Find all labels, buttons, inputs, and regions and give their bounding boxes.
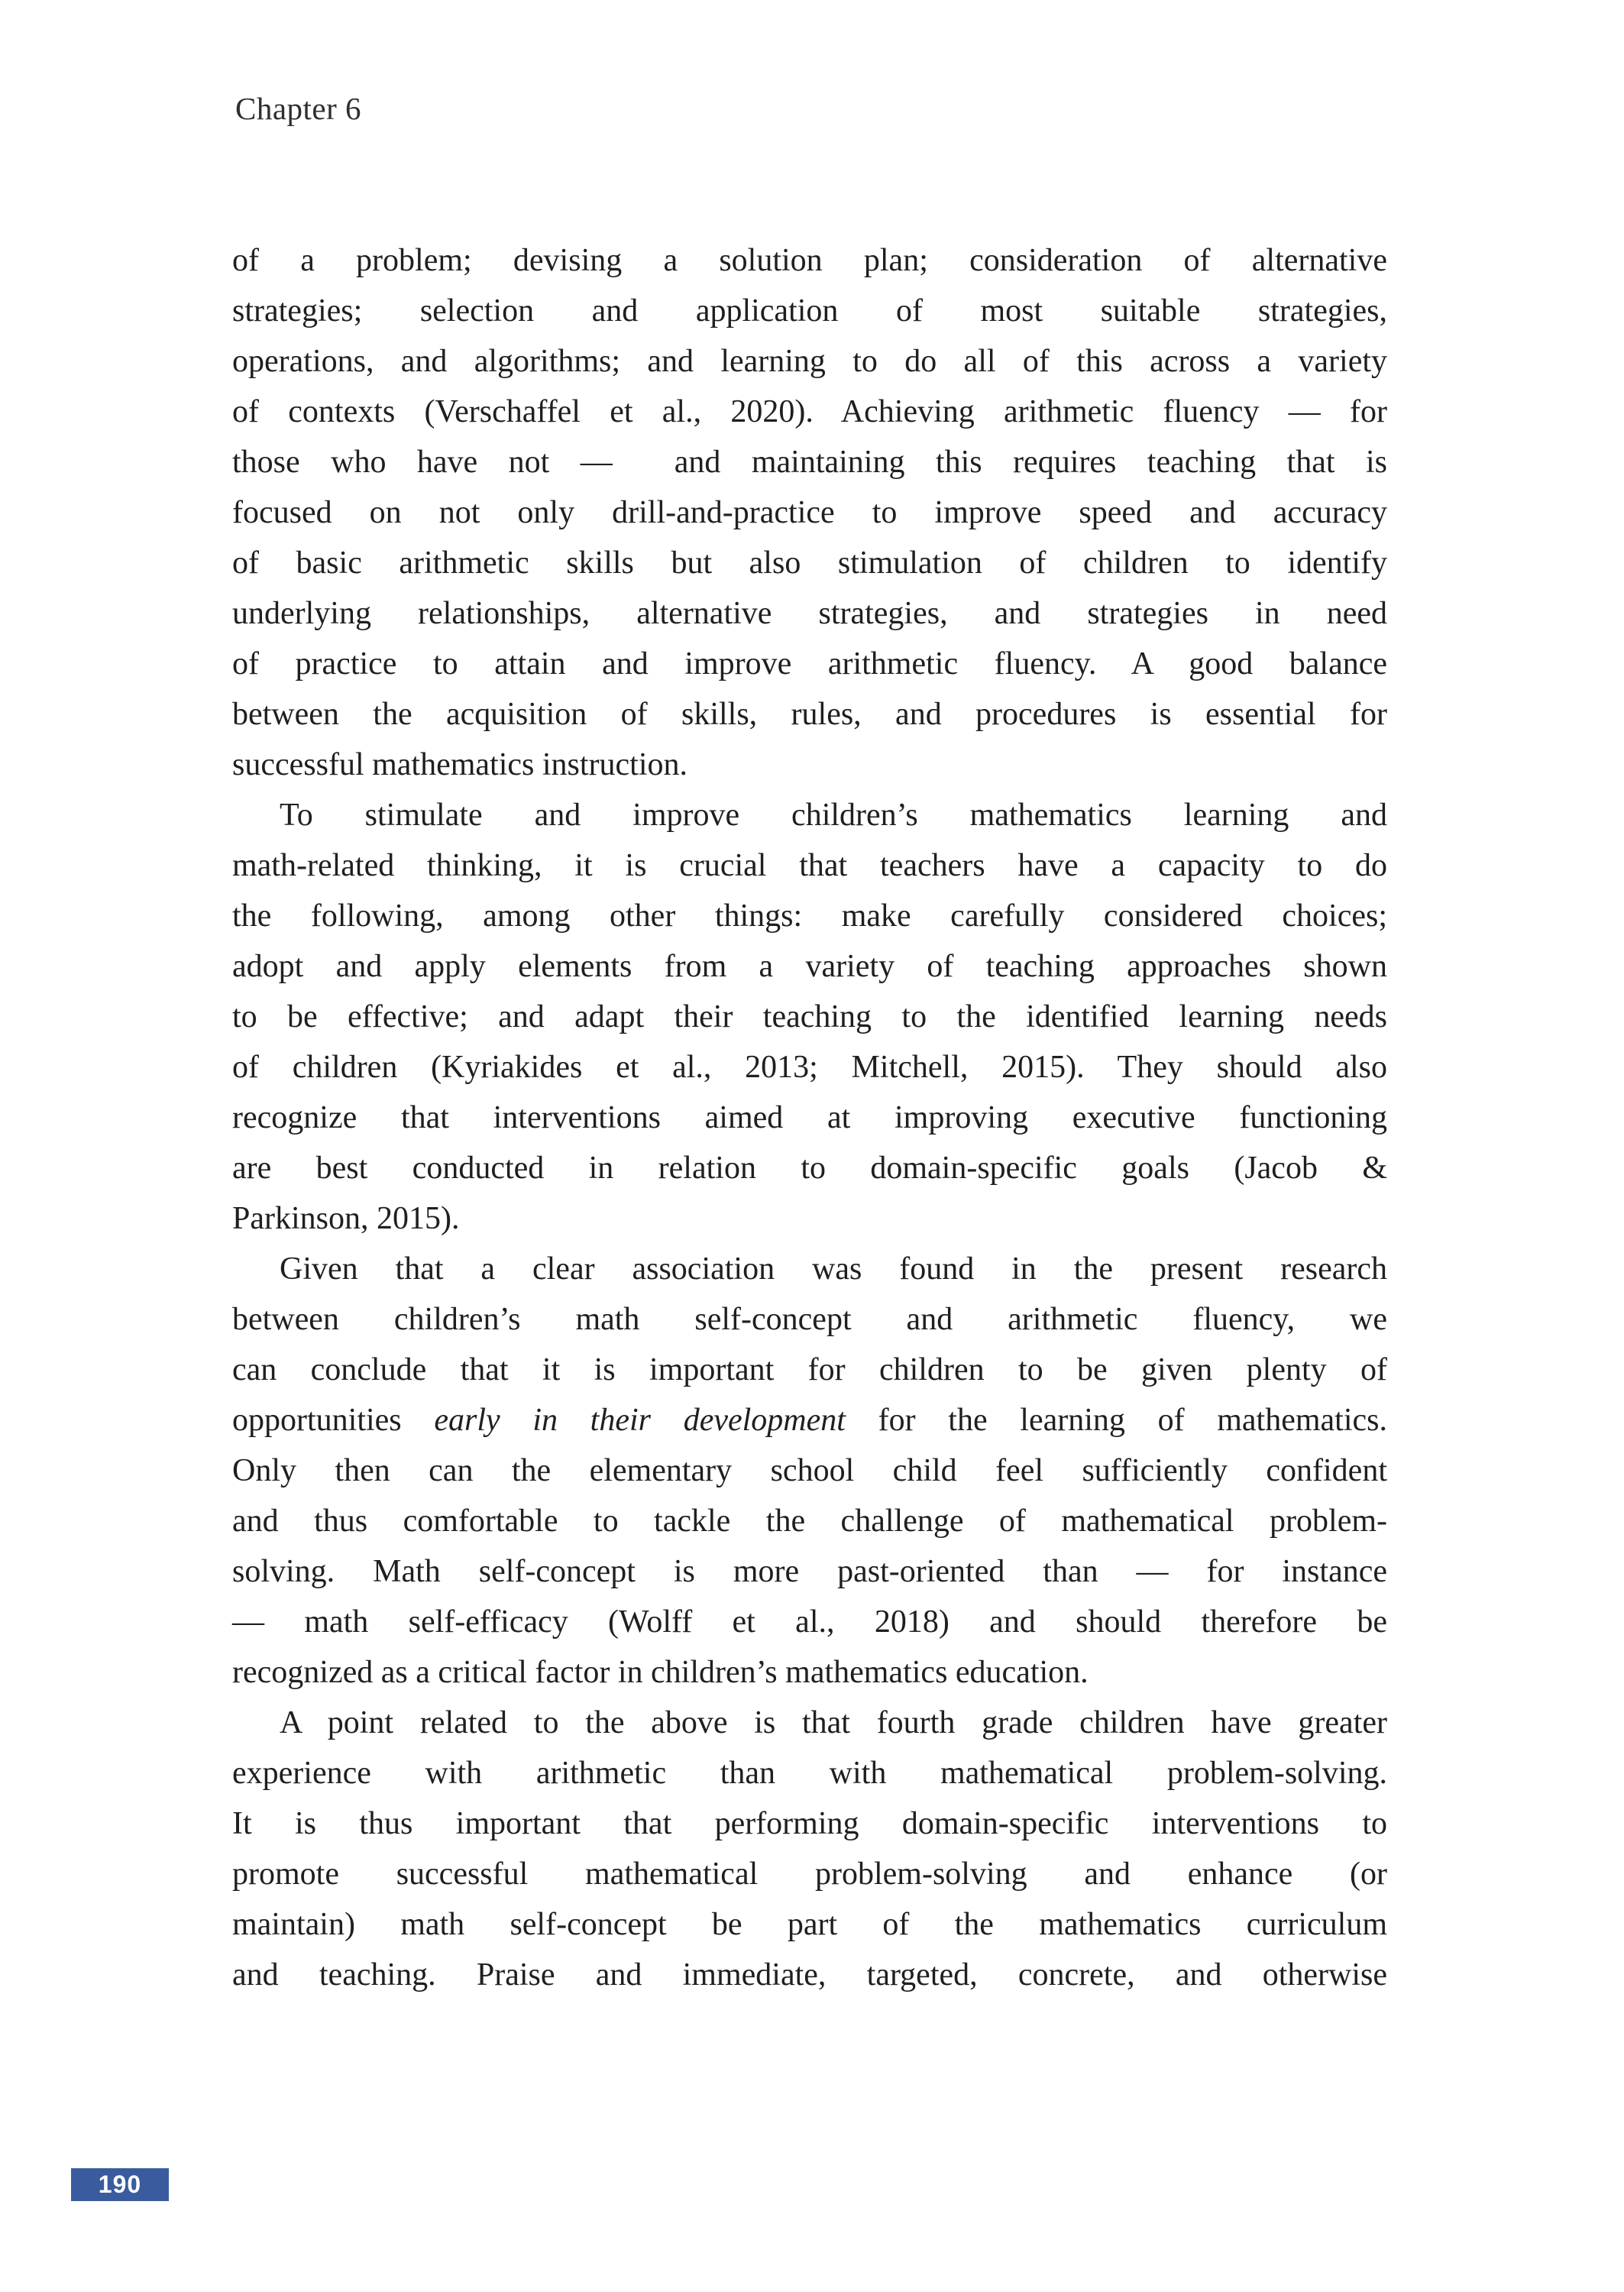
text-segment: opportunities [232, 1403, 435, 1438]
chapter-header: Chapter 6 [235, 91, 362, 126]
text-segment: successful mathematics instruction. [232, 747, 688, 782]
text-segment: recognized as a critical factor in children’s mathematics education. [232, 1655, 1089, 1690]
text-line [232, 740, 1387, 790]
text-line [232, 1748, 1387, 1798]
text-segment: Given that a clear association was found in the present research [280, 1251, 1387, 1287]
text-line [232, 840, 1387, 891]
text-line [232, 1849, 1387, 1899]
text-segment: Parkinson, 2015). [232, 1201, 460, 1236]
paragraph [232, 1244, 1387, 1698]
text-line [232, 1597, 1387, 1647]
text-line [232, 689, 1387, 740]
text-line [232, 1647, 1387, 1698]
text-segment: of practice to attain and improve arithmetic fluency. A good balance [232, 646, 1387, 681]
text-line [232, 790, 1387, 840]
text-segment: of a problem; devising a solution plan; consideration of alternative [232, 243, 1387, 278]
text-line [232, 1798, 1387, 1849]
page-number-badge [71, 2168, 169, 2201]
text-segment: operations, and algorithms; and learning to do all of this across a variety [232, 344, 1387, 379]
text-line [232, 639, 1387, 689]
text-line [232, 891, 1387, 941]
text-line [232, 1345, 1387, 1395]
text-segment: strategies; selection and application of most suitable strategies, [232, 293, 1387, 329]
text-line [232, 1445, 1387, 1496]
italic-text: early in their development [434, 1403, 846, 1438]
text-segment: of basic arithmetic skills but also stimulation of children to identify [232, 545, 1387, 581]
text-segment: adopt and apply elements from a variety of teaching approaches shown [232, 949, 1387, 984]
text-segment: between the acquisition of skills, rules, and procedures is essential for [232, 697, 1387, 732]
text-segment: A point related to the above is that fourth grade children have greater [280, 1705, 1387, 1740]
text-segment: To stimulate and improve children’s mathematics learning and [280, 798, 1387, 833]
text-segment: experience with arithmetic than with mathematical problem-solving. [232, 1756, 1387, 1791]
text-segment: and teaching. Praise and immediate, targeted, concrete, and otherwise [232, 1957, 1387, 1993]
text-line [232, 336, 1387, 387]
text-line [232, 1698, 1387, 1748]
text-line [232, 487, 1387, 538]
text-line [232, 1395, 1387, 1445]
text-line [232, 1244, 1387, 1294]
text-line [232, 1294, 1387, 1345]
text-line [232, 437, 1387, 487]
text-segment: Only then can the elementary school child feel sufficiently confident [232, 1453, 1387, 1488]
page-number: 190 [98, 2171, 142, 2198]
text-line [232, 588, 1387, 639]
text-line [232, 387, 1387, 437]
text-segment: can conclude that it is important for children to be given plenty of [232, 1352, 1387, 1387]
text-segment: — math self-efficacy (Wolff et al., 2018) and should therefore be [232, 1604, 1387, 1640]
text-line [232, 1950, 1387, 2000]
text-segment: to be effective; and adapt their teaching to the identified learning needs [232, 999, 1387, 1034]
text-segment: the following, among other things: make carefully considered choices; [232, 898, 1387, 934]
page-body [232, 235, 1387, 2000]
text-line [232, 235, 1387, 286]
text-segment: recognize that interventions aimed at improving executive functioning [232, 1100, 1387, 1135]
paragraph [232, 790, 1387, 1244]
text-segment: focused on not only drill-and-practice to improve speed and accuracy [232, 495, 1387, 530]
text-segment: solving. Math self-concept is more past-oriented than — for instance [232, 1554, 1387, 1589]
text-segment: of contexts (Verschaffel et al., 2020). Achieving arithmetic fluency — for [232, 394, 1387, 429]
text-line [232, 941, 1387, 992]
text-segment: underlying relationships, alternative strategies, and strategies in need [232, 596, 1387, 631]
text-segment: It is thus important that performing domain-specific interventions to [232, 1806, 1387, 1841]
text-line [232, 1093, 1387, 1143]
text-segment: of children (Kyriakides et al., 2013; Mitchell, 2015). They should also [232, 1050, 1387, 1085]
text-segment: promote successful mathematical problem-solving and enhance (or [232, 1857, 1387, 1892]
text-segment: for the learning of mathematics. [845, 1403, 1387, 1438]
text-line [232, 1193, 1387, 1244]
text-segment: math-related thinking, it is crucial that teachers have a capacity to do [232, 848, 1387, 883]
text-line [232, 286, 1387, 336]
text-segment: maintain) math self-concept be part of the mathematics curriculum [232, 1907, 1387, 1942]
paragraph [232, 235, 1387, 790]
text-line [232, 1042, 1387, 1093]
text-segment: between children’s math self-concept and arithmetic fluency, we [232, 1302, 1387, 1337]
text-line [232, 538, 1387, 588]
text-line [232, 992, 1387, 1042]
paragraph [232, 1698, 1387, 2000]
text-segment: are best conducted in relation to domain-specific goals (Jacob & [232, 1151, 1387, 1186]
text-line [232, 1496, 1387, 1546]
text-line [232, 1546, 1387, 1597]
text-line [232, 1143, 1387, 1193]
text-segment: and thus comfortable to tackle the challenge of mathematical problem- [232, 1504, 1387, 1539]
text-segment: those who have not — and maintaining this requires teaching that is [232, 445, 1387, 480]
text-line [232, 1899, 1387, 1950]
